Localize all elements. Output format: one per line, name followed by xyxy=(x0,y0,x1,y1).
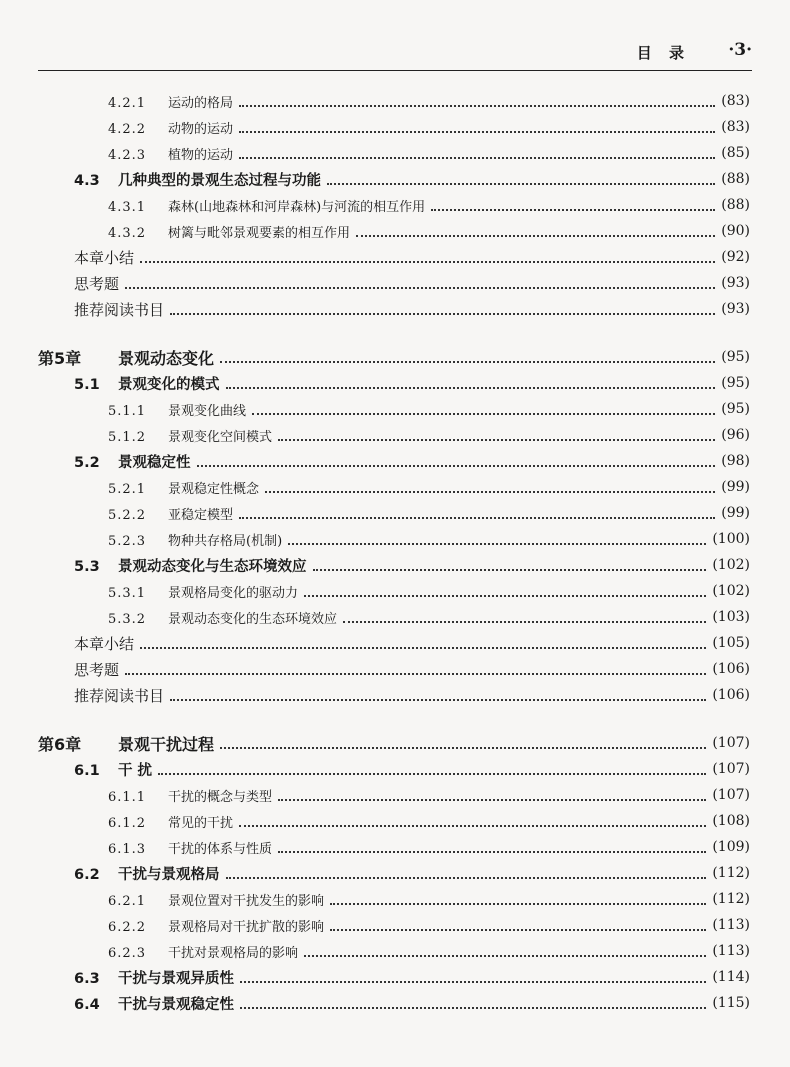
toc-entry-page: (96) xyxy=(721,427,750,443)
dot-leader xyxy=(304,594,706,597)
dot-leader xyxy=(197,464,716,467)
toc-entry-number: 第6章 xyxy=(38,734,82,754)
toc-entry-number: 6.2 xyxy=(74,866,100,883)
toc-entry-page: (98) xyxy=(721,453,750,469)
toc-entry xyxy=(0,218,752,244)
toc-entry-number: 6.1 xyxy=(74,762,100,779)
toc-entry xyxy=(0,422,752,448)
toc-entry xyxy=(0,578,752,604)
toc-entry-label xyxy=(0,92,233,111)
toc-entry-number: 4.2.1 xyxy=(108,95,147,111)
dot-leader xyxy=(278,850,706,853)
toc-entry-label xyxy=(0,299,164,320)
dot-leader xyxy=(226,386,716,389)
toc-entry-label xyxy=(0,732,214,755)
toc-entry-page: (90) xyxy=(721,223,750,239)
dot-leader xyxy=(327,182,715,185)
toc-entry-label xyxy=(0,942,298,961)
toc-entry xyxy=(0,656,752,682)
toc-entry-number: 4.3.2 xyxy=(108,225,147,241)
toc-entry xyxy=(0,370,752,396)
running-header xyxy=(38,38,752,71)
dot-leader xyxy=(220,360,715,363)
toc-entry-page: (95) xyxy=(721,375,750,391)
toc-entry-title: 推荐阅读书目 xyxy=(74,686,165,705)
toc-entry-title: 本章小结 xyxy=(74,248,135,267)
toc-entry-title: 几种典型的景观生态过程与功能 xyxy=(118,172,321,189)
toc-entry xyxy=(0,270,752,296)
toc-entry-title: 景观变化曲线 xyxy=(168,403,247,419)
toc-entry-page: (102) xyxy=(712,557,750,573)
toc-entry xyxy=(0,140,752,166)
toc-entry-page: (88) xyxy=(721,171,750,187)
toc-entry-page: (109) xyxy=(712,839,750,855)
toc-entry xyxy=(0,88,752,114)
toc-entry-number: 6.2.3 xyxy=(108,945,147,961)
toc-entry-label xyxy=(0,555,307,576)
dot-leader xyxy=(313,568,707,571)
toc-entry-label xyxy=(0,685,164,706)
toc-entry-title: 思考题 xyxy=(74,660,120,679)
toc-entry-page: (108) xyxy=(712,813,750,829)
dot-leader xyxy=(330,928,706,931)
dot-leader xyxy=(240,980,706,983)
toc-entry-page: (112) xyxy=(712,865,750,881)
toc-entry-label xyxy=(0,144,233,163)
toc-entry xyxy=(0,990,752,1016)
toc-entry-page: (114) xyxy=(712,969,750,985)
toc-entry-title: 景观变化空间模式 xyxy=(168,429,273,445)
toc-entry-page: (95) xyxy=(721,401,750,417)
dot-leader xyxy=(239,516,715,519)
toc-entry-title: 树篱与毗邻景观要素的相互作用 xyxy=(168,225,351,241)
dot-leader xyxy=(170,312,715,315)
toc-entry-number: 6.2.2 xyxy=(108,919,147,935)
dot-leader xyxy=(125,286,715,289)
toc-entry-number: 5.1 xyxy=(74,376,100,393)
dot-leader xyxy=(343,620,706,623)
toc-entry-page: (115) xyxy=(712,995,750,1011)
dot-leader xyxy=(304,954,706,957)
toc-entry-title: 森林(山地森林和河岸森林)与河流的相互作用 xyxy=(168,199,426,215)
dot-leader xyxy=(125,672,706,675)
toc-entry-label xyxy=(0,478,259,497)
toc-entry-label xyxy=(0,608,337,627)
toc-entry xyxy=(0,166,752,192)
toc-entry-title: 干扰与景观格局 xyxy=(118,866,220,883)
toc-entry-label xyxy=(0,169,321,190)
toc-entry xyxy=(0,344,752,370)
toc-entry-page: (106) xyxy=(712,661,750,677)
toc-entry-number: 4.2.3 xyxy=(108,147,147,163)
toc-entry-number: 6.1.3 xyxy=(108,841,147,857)
toc-entry-label xyxy=(0,118,233,137)
toc-entry-title: 景观动态变化 xyxy=(118,348,215,368)
toc-entry-label xyxy=(0,400,246,419)
toc-entry-title: 景观变化的模式 xyxy=(118,376,220,393)
toc-entry-label xyxy=(0,812,233,831)
toc-entry-label xyxy=(0,759,152,780)
toc-entry-label xyxy=(0,426,272,445)
toc-entry-page: (107) xyxy=(712,735,750,751)
toc-entry-number: 第5章 xyxy=(38,348,82,368)
toc-entry xyxy=(0,552,752,578)
dot-leader xyxy=(278,438,715,441)
toc-entry-page: (99) xyxy=(721,505,750,521)
dot-leader xyxy=(158,772,706,775)
toc-entry-title: 景观干扰过程 xyxy=(118,734,215,754)
toc-entry-title: 物种共存格局(机制) xyxy=(168,533,283,549)
dot-leader xyxy=(140,646,706,649)
toc-entry xyxy=(0,756,752,782)
toc-entry-label xyxy=(0,786,272,805)
toc-entry xyxy=(0,604,752,630)
toc-entry xyxy=(0,192,752,218)
toc-entry-title: 动物的运动 xyxy=(168,121,234,137)
toc-entry-label xyxy=(0,346,214,369)
toc-entry-page: (99) xyxy=(721,479,750,495)
toc-entry-number: 5.2.1 xyxy=(108,481,147,497)
toc-entry-number: 5.2 xyxy=(74,454,100,471)
toc-entry xyxy=(0,296,752,322)
toc-entry xyxy=(0,526,752,552)
toc-entry-number: 6.3 xyxy=(74,970,100,987)
dot-leader xyxy=(431,208,715,211)
toc-entry-label xyxy=(0,863,220,884)
toc-entry-number: 5.3 xyxy=(74,558,100,575)
toc-entry-page: (85) xyxy=(721,145,750,161)
toc-entry-number: 6.2.1 xyxy=(108,893,147,909)
toc-entry xyxy=(0,114,752,140)
toc-entry xyxy=(0,474,752,500)
toc-entry xyxy=(0,244,752,270)
toc-entry xyxy=(0,448,752,474)
dot-leader xyxy=(265,490,715,493)
toc-entry-number: 4.3.1 xyxy=(108,199,147,215)
toc-entry-title: 景观动态变化与生态环境效应 xyxy=(118,558,307,575)
toc-entry xyxy=(0,682,752,708)
toc-entry-title: 本章小结 xyxy=(74,634,135,653)
toc-entry-page: (105) xyxy=(712,635,750,651)
toc-entry-title: 景观格局变化的驱动力 xyxy=(168,585,299,601)
toc-entry-title: 思考题 xyxy=(74,274,120,293)
toc-entry-label xyxy=(0,273,119,294)
toc-entry-number: 6.1.2 xyxy=(108,815,147,831)
toc-entry-label xyxy=(0,633,134,654)
toc-entry-number: 4.2.2 xyxy=(108,121,147,137)
dot-leader xyxy=(239,130,715,133)
toc-entry-page: (93) xyxy=(721,275,750,291)
dot-leader xyxy=(252,412,715,415)
toc-entry-number: 6.1.1 xyxy=(108,789,147,805)
toc-entry-title: 干扰与景观异质性 xyxy=(118,970,234,987)
dot-leader xyxy=(278,798,706,801)
toc-entry-number: 4.3 xyxy=(74,172,100,189)
toc-entry-number: 5.1.2 xyxy=(108,429,147,445)
toc-entry-page: (102) xyxy=(712,583,750,599)
toc-entry xyxy=(0,964,752,990)
toc-entry-label xyxy=(0,247,134,268)
toc-entry-number: 5.2.2 xyxy=(108,507,147,523)
toc-entry-page: (113) xyxy=(712,943,750,959)
toc-entry-label xyxy=(0,967,234,988)
toc-entry-title: 景观位置对干扰发生的影响 xyxy=(168,893,325,909)
dot-leader xyxy=(330,902,706,905)
toc-entry-page: (93) xyxy=(721,301,750,317)
toc-entry xyxy=(0,886,752,912)
toc-entry-label xyxy=(0,222,350,241)
dot-leader xyxy=(240,1006,706,1009)
toc-entry xyxy=(0,782,752,808)
toc-entry-label xyxy=(0,196,425,215)
toc-entry-label xyxy=(0,890,324,909)
toc-entry-page: (92) xyxy=(721,249,750,265)
dot-leader xyxy=(140,260,715,263)
toc-entry xyxy=(0,630,752,656)
toc-entry-number: 6.4 xyxy=(74,996,100,1013)
toc-entry-label xyxy=(0,504,233,523)
toc-entry-title: 运动的格局 xyxy=(168,95,234,111)
toc-entry xyxy=(0,730,752,756)
toc-entry-title: 植物的运动 xyxy=(168,147,234,163)
toc-entry-title: 景观稳定性概念 xyxy=(168,481,260,497)
toc-entry-label xyxy=(0,838,272,857)
toc-entry-page: (107) xyxy=(712,761,750,777)
dot-leader xyxy=(288,542,706,545)
toc-entry-page: (83) xyxy=(721,93,750,109)
toc-entry-page: (112) xyxy=(712,891,750,907)
toc-entry-title: 景观动态变化的生态环境效应 xyxy=(168,611,338,627)
toc-entry-label xyxy=(0,582,298,601)
toc-entry-title: 常见的干扰 xyxy=(168,815,234,831)
toc-entry xyxy=(0,500,752,526)
toc-entry-page: (113) xyxy=(712,917,750,933)
toc-entry-title: 干扰对景观格局的影响 xyxy=(168,945,299,961)
toc-entry xyxy=(0,938,752,964)
toc-entry-label xyxy=(0,373,220,394)
header-page-number: ·3· xyxy=(728,40,752,60)
toc-entry-page: (100) xyxy=(712,531,750,547)
dot-leader xyxy=(226,876,707,879)
toc-entry-label xyxy=(0,659,119,680)
toc-entry-label xyxy=(0,451,191,472)
toc-entry-title: 景观格局对干扰扩散的影响 xyxy=(168,919,325,935)
toc-entry-title: 亚稳定模型 xyxy=(168,507,234,523)
dot-leader xyxy=(239,824,706,827)
dot-leader xyxy=(239,104,715,107)
dot-leader xyxy=(239,156,715,159)
toc-entry-label xyxy=(0,916,324,935)
toc-entry-page: (95) xyxy=(721,349,750,365)
dot-leader xyxy=(220,746,706,749)
toc-entry-number: 5.3.2 xyxy=(108,611,147,627)
toc-entry xyxy=(0,396,752,422)
toc-entry-title: 干 扰 xyxy=(118,762,153,779)
toc-entry-title: 景观稳定性 xyxy=(118,454,191,471)
toc-entry-label xyxy=(0,530,282,549)
toc-entry-title: 干扰的概念与类型 xyxy=(168,789,273,805)
toc-entry-title: 干扰与景观稳定性 xyxy=(118,996,234,1013)
dot-leader xyxy=(356,234,715,237)
toc-entry xyxy=(0,808,752,834)
toc-entry xyxy=(0,834,752,860)
header-title: 目 录 xyxy=(636,44,690,62)
toc-entry-title: 干扰的体系与性质 xyxy=(168,841,273,857)
toc-entry-number: 5.2.3 xyxy=(108,533,147,549)
toc-entry-page: (107) xyxy=(712,787,750,803)
toc-entry-number: 5.3.1 xyxy=(108,585,147,601)
toc-entry-label xyxy=(0,993,234,1014)
toc-entry-page: (106) xyxy=(712,687,750,703)
toc-entry-page: (103) xyxy=(712,609,750,625)
dot-leader xyxy=(170,698,706,701)
toc-entry-number: 5.1.1 xyxy=(108,403,147,419)
toc-entry-page: (83) xyxy=(721,119,750,135)
toc-entry-page: (88) xyxy=(721,197,750,213)
toc-entry-title: 推荐阅读书目 xyxy=(74,300,165,319)
toc-entry xyxy=(0,912,752,938)
toc-entry xyxy=(0,860,752,886)
